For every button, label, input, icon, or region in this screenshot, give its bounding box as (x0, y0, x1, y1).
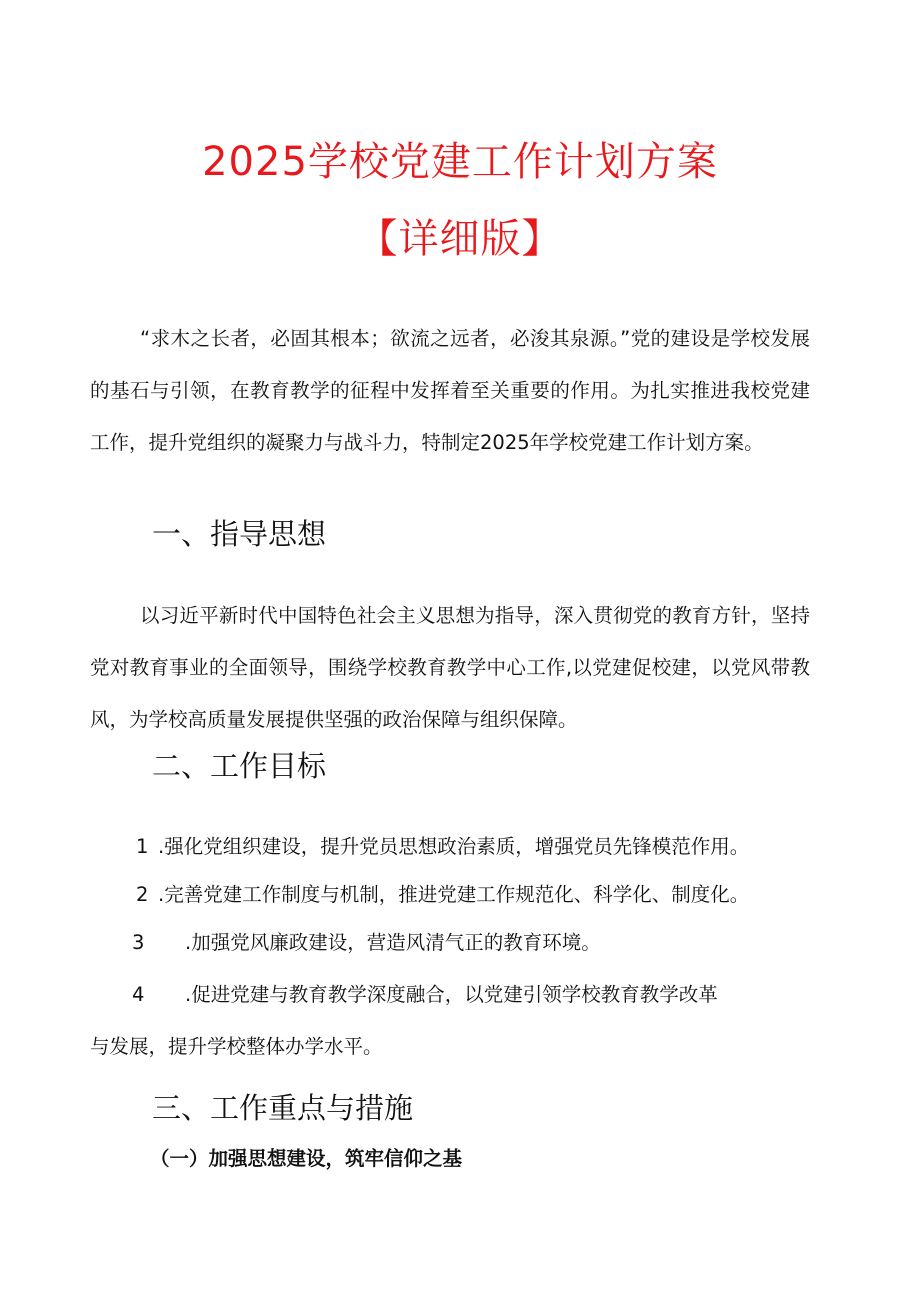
goal-item (90, 980, 810, 1010)
document-subtitle: 【详细版】 (357, 216, 563, 262)
goal-number: 3 (132, 931, 145, 954)
guiding-ideology-paragraph: 以习近平新时代中国特色社会主义思想为指导，深入贯彻党的教育方针，坚持党对教育事业的全面领导，围绕学校教育教学中心工作,以党建促校建，以党风带教风，为学校高质量发展提供坚强的政治保障与组织保障。 (90, 604, 810, 731)
goal-text: .强化党组织建设，提升党员思想政治素质，增强党员先锋模范作用。 (158, 835, 750, 858)
goal-number: 2 (136, 883, 149, 906)
goal-text: .促进党建与教育教学深度融合，以党建引领学校教育教学改革 (185, 983, 718, 1006)
goal-text: .加强党风廉政建设，营造风清气正的教育环境。 (185, 931, 601, 954)
document-title: 2025学校党建工作计划方案 (202, 139, 718, 185)
goal-text-continuation: 与发展，提升学校整体办学水平。 (90, 1035, 383, 1058)
intro-paragraph: “求木之长者，必固其根本；欲流之远者，必浚其泉源。”党的建设是学校发展的基石与引领，在教育教学的征程中发挥着至关重要的作用。为扎实推进我校党建工作，提升党组织的凝聚力与战斗力，特制定2025年学校党建工作计划方案。 (90, 327, 810, 454)
section-heading-key-measures: 三、工作重点与措施 (152, 1091, 414, 1125)
goal-item (90, 928, 810, 958)
goal-number: 4 (132, 983, 145, 1006)
goal-text: .完善党建工作制度与机制，推进党建工作规范化、科学化、制度化。 (158, 883, 750, 906)
goal-item (90, 832, 810, 862)
subsection-heading: （一）加强思想建设，筑牢信仰之基 (150, 1147, 463, 1170)
goal-item (90, 880, 810, 910)
section-heading-guiding-ideology: 一、指导思想 (152, 517, 327, 551)
section-heading-work-goals: 二、工作目标 (152, 749, 327, 783)
goal-number: 1 (136, 835, 149, 858)
